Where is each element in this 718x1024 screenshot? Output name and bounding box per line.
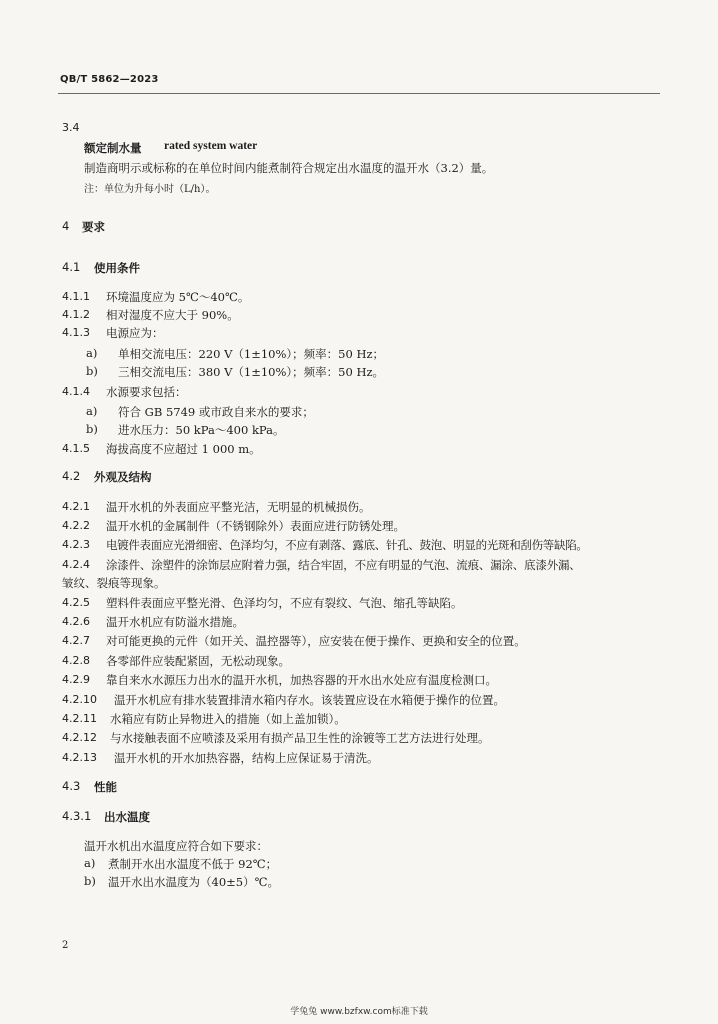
clause-text: 电源应为： [106,326,164,340]
chapter-title: 要求 [82,220,105,234]
list-label: b) [86,422,98,436]
clause-number: 4.3.1 [62,809,92,823]
list-item: 进水压力：50 kPa～400 kPa。 [118,423,285,437]
clause-text: 与水接触表面不应喷漆及采用有损产品卫生性的涂镀等工艺方法进行处理。 [110,731,490,745]
clause-text: 温开水机的金属制件（不锈钢除外）表面应进行防锈处理。 [106,519,405,533]
list-label: a) [86,346,98,360]
clause-number: 4.2.2 [62,519,90,532]
clause-number: 4.1.2 [62,308,90,321]
clause-number: 4.2.7 [62,634,90,647]
clause-title: 出水温度 [104,810,150,824]
clause-text-continued: 皱纹、裂痕等现象。 [62,576,166,590]
list-item: 符合 GB 5749 或市政自来水的要求； [118,405,314,419]
clause-number: 3.4 [62,121,80,134]
clause-text: 温开水机的开水加热容器，结构上应保证易于清洗。 [114,751,379,765]
list-item: 单相交流电压：220 V（1±10%）；频率：50 Hz； [118,347,385,361]
clause-text: 温开水机的外表面应平整光洁，无明显的机械损伤。 [106,500,371,514]
clause-number: 4.2.8 [62,654,90,667]
clause-text: 水源要求包括： [106,385,187,399]
header-rule [58,93,660,94]
clause-text: 环境温度应为 5℃～40℃。 [106,290,250,304]
list-item: 温开水出水温度为（40±5）℃。 [108,875,279,889]
clause-text: 电镀件表面应光滑细密、色泽均匀，不应有剥落、露底、针孔、鼓泡、明显的光斑和刮伤等缺陷。 [106,538,588,552]
section-title: 使用条件 [94,261,140,275]
clause-text: 靠自来水水源压力出水的温开水机，加热容器的开水出水处应有温度检测口。 [106,673,497,687]
clause-number: 4.1.5 [62,442,90,455]
term-chinese: 额定制水量 [84,141,142,155]
clause-text: 温开水机应有防溢水措施。 [106,615,244,629]
clause-number: 4.2.9 [62,673,90,686]
list-item: 煮制开水出水温度不低于 92℃； [108,857,278,871]
section-title: 性能 [94,780,117,794]
clause-number: 4.2.11 [62,712,97,725]
list-label: a) [86,404,98,418]
footer-watermark: 学兔兔 www.bzfxw.com标准下载 [290,1007,428,1017]
clause-number: 4.2.5 [62,596,90,609]
section-number: 4.2 [62,469,81,483]
list-label: b) [86,364,98,378]
clause-number: 4.2.6 [62,615,90,628]
clause-number: 4.2.4 [62,558,90,571]
clause-text: 温开水机应有排水装置排清水箱内存水。该装置应设在水箱便于操作的位置。 [114,693,505,707]
clause-number: 4.1.3 [62,326,90,339]
section-number: 4.1 [62,260,81,274]
clause-number: 4.2.3 [62,538,90,551]
list-label: a) [84,856,96,870]
clause-text: 各零部件应装配紧固，无松动现象。 [106,654,290,668]
clause-text: 海拔高度不应超过 1 000 m。 [106,442,261,456]
section-title: 外观及结构 [94,470,152,484]
term-english: rated system water [164,140,258,152]
clause-text: 塑料件表面应平整光滑、色泽均匀，不应有裂纹、气泡、缩孔等缺陷。 [106,596,463,610]
clause-text: 相对湿度不应大于 90%。 [106,308,239,322]
clause-number: 4.2.13 [62,751,97,764]
page-number: 2 [62,940,69,951]
clause-number: 4.2.10 [62,693,97,706]
list-item: 三相交流电压：380 V（1±10%）；频率：50 Hz。 [118,365,385,379]
chapter-number: 4 [62,219,70,233]
list-label: b) [84,874,96,888]
clause-text: 涂漆件、涂塑件的涂饰层应附着力强，结合牢固，不应有明显的气泡、流痕、漏涂、底漆外漏、 [106,558,581,572]
clause-number: 4.2.12 [62,731,97,744]
term-definition: 制造商明示或标称的在单位时间内能煮制符合规定出水温度的温开水（3.2）量。 [84,161,494,175]
clause-number: 4.1.1 [62,290,90,303]
clause-number: 4.2.1 [62,500,90,513]
section-number: 4.3 [62,779,81,793]
clause-text: 对可能更换的元件（如开关、温控器等），应安装在便于操作、更换和安全的位置。 [106,634,526,648]
clause-number: 4.1.4 [62,385,90,398]
term-note: 注：单位为升每小时（L/h）。 [84,184,216,195]
clause-text: 温开水机出水温度应符合如下要求： [84,839,268,853]
clause-text: 水箱应有防止异物进入的措施（如上盖加锁）。 [110,712,346,726]
standard-code: QB/T 5862—2023 [60,74,159,85]
